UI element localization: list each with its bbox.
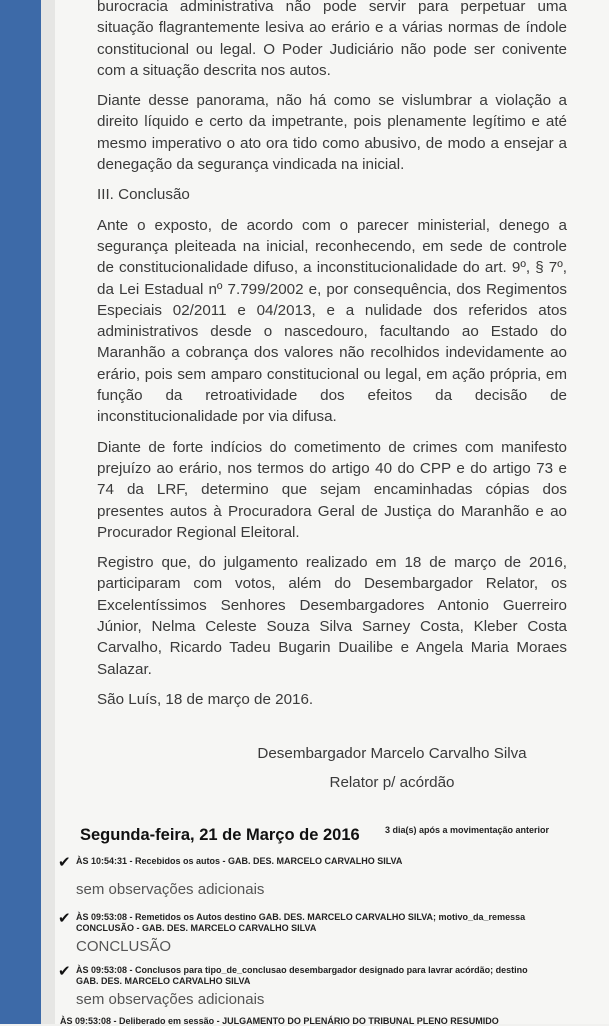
entry-line: ÀS 09:53:08 - Conclusos para tipo_de_conclusao desembargador designado para lavrar acórdão; destino (76, 965, 528, 975)
entry-line: GAB. DES. MARCELO CARVALHO SILVA (76, 976, 251, 986)
place-date: São Luís, 18 de março de 2016. (97, 690, 314, 708)
section-heading: III. Conclusão (97, 186, 190, 204)
signature-block (97, 745, 567, 803)
paragraph: Ante o exposto, de acordo com o parecer ministerial, denego a segurança pleiteada na inicial, reconhecendo, em sede de controle de constitucionalidade difuso, a inconstitucionalidade do art. 9º, § 7º, da Lei Estadual nº 7.799/2002 e, por consequência, dos Regimentos Especiais 02/2011 e 04/2013, e a nulidade dos referidos atos administrativos desde o nascedouro, facultando ao Estado do Maranhão a cobrança dos valores não recolhidos indevidamente ao erário, pois sem amparo constitucional ou legal, em ação própria, em função da retroatividade dos efeitos da decisão de inconstitucionalidade por via difusa. (97, 216, 567, 426)
checkmark-icon: ✔ (58, 963, 71, 980)
paragraph: burocracia administrativa não pode servir para perpetuar uma situação flagrantemente lesiva ao erário e a várias normas de índole constitucional ou legal. O Poder Judiciário não pode ser conivente com a situação descrita nos autos. (97, 0, 567, 79)
page-gutter (41, 0, 55, 1024)
entry-line: ÀS 09:53:08 - Remetidos os Autos destino GAB. DES. MARCELO CARVALHO SILVA; motivo_da_remessa (76, 912, 526, 922)
timeline-date: Segunda-feira, 21 de Março de 2016 (80, 826, 360, 844)
paragraph: Diante desse panorama, não há como se vislumbrar a violação a direito líquido e certo da impetrante, pois plenamente legítimo e até mesmo imperativo o ato ora tido como abusivo, de modo a ensejar a denegação da segurança vindicada na inicial. (97, 92, 567, 174)
entry-line: ÀS 10:54:31 - Recebidos os autos - GAB. DES. MARCELO CARVALHO SILVA (76, 856, 403, 866)
signature-role: Relator p/ acórdão (329, 774, 455, 791)
paragraph: Diante de forte indícios do cometimento de crimes com manifesto prejuízo ao erário, nos termos do artigo 40 do CPP e do artigo 73 e 74 da LRF, determino que sejam encaminhadas cópias dos presentes autos à Procuradora Geral de Justiça do Maranhão e ao Procurador Regional Eleitoral. (97, 438, 567, 541)
checkmark-icon: ✔ (58, 854, 71, 871)
entry-observation: sem observações adicionais (76, 881, 265, 898)
entry-line: CONCLUSÃO - GAB. DES. MARCELO CARVALHO SILVA (76, 923, 317, 933)
timeline-entry-partial: ÀS 09:53:08 - Deliberado em sessão - JULGAMENTO DO PLENÁRIO DO TRIBUNAL PLENO RESUMIDO (60, 1016, 499, 1026)
entry-observation: CONCLUSÃO (76, 938, 172, 955)
timeline-header (60, 822, 605, 846)
movement-timeline (60, 822, 605, 1008)
signature-name: Desembargador Marcelo Carvalho Silva (257, 745, 527, 762)
side-bar (0, 0, 41, 1024)
timeline-entry (60, 856, 605, 898)
entry-observation: sem observações adicionais (76, 991, 265, 1008)
document-body (97, 0, 567, 719)
paragraph: Registro que, do julgamento realizado em 18 de março de 2016, participaram com votos, além do Desembargador Relator, os Excelentíssimos Senhores Desembargadores Antonio Guerreiro Júnior, Nelma Celeste Souza Silva Sarney Costa, Kleber Costa Carvalho, Ricardo Tadeu Bugarin Duailibe e Angela Maria Moraes Salazar. (97, 554, 567, 678)
timeline-note: 3 dia(s) após a movimentação anterior (385, 825, 550, 835)
timeline-entry (60, 912, 605, 955)
timeline-entry (60, 965, 605, 1008)
checkmark-icon: ✔ (58, 910, 71, 927)
